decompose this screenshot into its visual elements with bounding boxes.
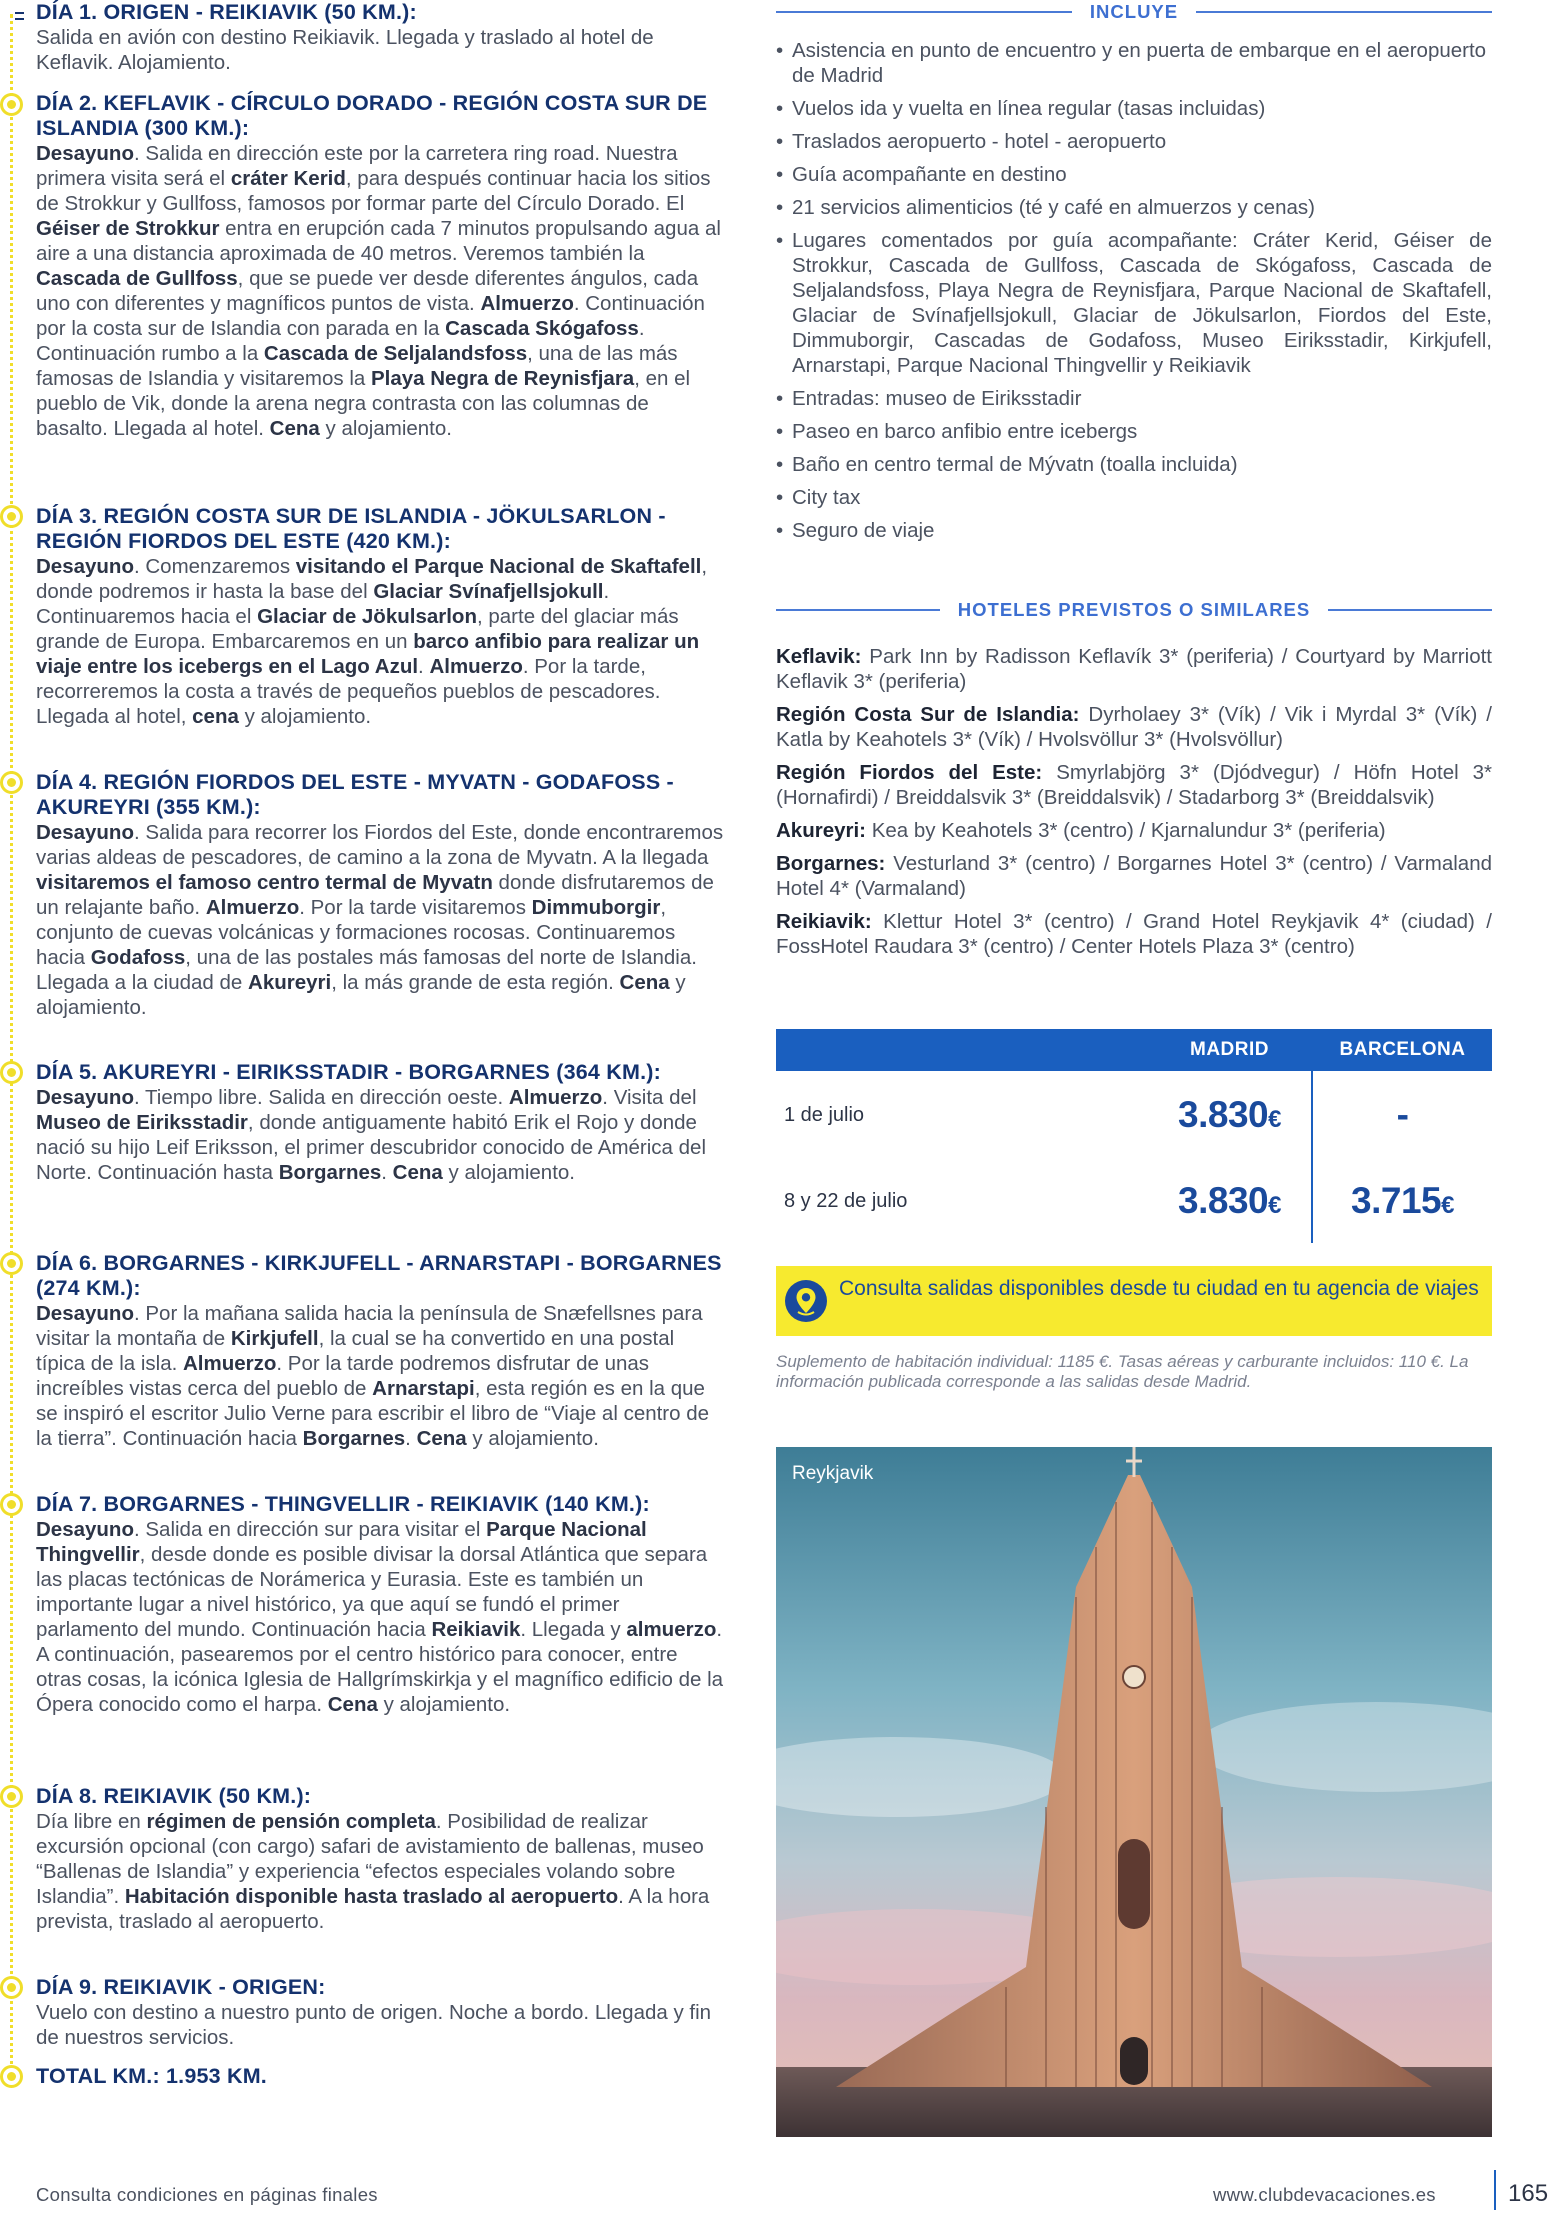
hotel-names: Kea by Keahotels 3* (centro) / Kjarnalundur 3* (periferia) bbox=[871, 819, 1386, 842]
day-description: Desayuno. Por la mañana salida hacia la península de Snæfellsnes para visitar la montaña de Kirkjufell, la cual se ha convertido en una postal típica de la isla. Almuerzo. Por la tarde podremos disfrutar de unas increíbles vistas cerca del pueblo de Arnarstapi, esta región es en la que se inspiró el escritor Julio Verne para escribir el libro de “Viaje al centro de la tierra”. Continuación hacia Borgarnes. Cena y alojamiento. bbox=[36, 1302, 710, 1450]
day-description: Desayuno. Salida para recorrer los Fiordos del Este, donde encontraremos varias aldeas de pescadores, de camino a la zona de Myvatn. A la llegada visitaremos el famoso centro termal de Myvatn donde disfrutaremos de un relajante baño. Almuerzo. Por la tarde visitaremos Dimmuborgir, conjunto de cuevas volcánicas y formaciones rocosas. Continuaremos hacia Godafoss, una de las postales más famosas del norte de Islandia. Llegada a la ciudad de Akureyri, la más grande de esta región. Cena y alojamiento. bbox=[36, 821, 724, 1019]
day-title: DÍA 7. BORGARNES - THINGVELLIR - REIKIAVIK (140 KM.): bbox=[36, 1492, 650, 1516]
day-7 bbox=[36, 1492, 726, 1717]
list-item: • Paseo en barco anfibio entre icebergs bbox=[776, 419, 1492, 444]
divider bbox=[1196, 11, 1492, 13]
hotel-place: Región Costa Sur de Islandia: bbox=[776, 703, 1080, 726]
price-row bbox=[776, 1158, 1492, 1244]
hoteles-header bbox=[776, 598, 1492, 622]
info-column bbox=[776, 0, 1492, 2140]
list-item: • Seguro de viaje bbox=[776, 518, 1492, 543]
supplement-note: Suplemento de habitación individual: 1185 €. Tasas aéreas y carburante incluidos: 110 €. La información publicada corresponde a las salidas desde Madrid. bbox=[776, 1352, 1469, 1391]
hallgrimskirkja-photo bbox=[776, 1447, 1492, 2137]
day-description: Salida en avión con destino Reikiavik. Llegada y traslado al hotel de Keflavik. Alojamiento. bbox=[36, 26, 654, 74]
day-description: Desayuno. Tiempo libre. Salida en dirección oeste. Almuerzo. Visita del Museo de Eiriksstadir, donde antiguamente habitó Erik el Rojo y donde nació su hijo Leif Eriksson, el primer descubridor conocido de América del Norte. Continuación hasta Borgarnes. Cena y alojamiento. bbox=[36, 1086, 707, 1184]
incluye-list bbox=[776, 38, 1492, 551]
list-item: • Traslados aeropuerto - hotel - aeropuerto bbox=[776, 129, 1492, 154]
consulta-banner bbox=[776, 1266, 1492, 1336]
itinerary-column bbox=[0, 0, 730, 2100]
day-3 bbox=[36, 504, 726, 729]
timeline-marker-icon bbox=[0, 1252, 23, 1275]
currency-symbol: € bbox=[1441, 1192, 1454, 1219]
list-item: • Baño en centro termal de Mývatn (toalla incluida) bbox=[776, 452, 1492, 477]
hotel-entry bbox=[776, 818, 1492, 843]
hotel-entry bbox=[776, 851, 1492, 901]
column-header-barcelona: BARCELONA bbox=[1339, 1039, 1466, 1060]
hotel-names: Dyrholaey 3* (Vík) / Vik i Myrdal 3* (Vík) / Katla by Keahotels 3* (Vík) / Hvolsvöllur 3* (Hvolsvöllur) bbox=[776, 703, 1492, 751]
hotel-names: Klettur Hotel 3* (centro) / Grand Hotel Reykjavik 4* (ciudad) / FossHotel Raudara 3* (centro) / Center Hotels Plaza 3* (centro) bbox=[776, 910, 1492, 958]
divider bbox=[776, 11, 1072, 13]
list-item: • Lugares comentados por guía acompañante: Cráter Kerid, Géiser de Strokkur, Cascada de Gullfoss, Cascada de Skógafoss, Cascada de Seljalandsfoss, Playa Negra de Reynisfjara, Parque Nacional de Skaftafell, Glaciar de Svínafjellsjokull, Glaciar de Jökulsarlon, Fiordos del Este, Dimmuborgir, Cascadas de Godafoss, Museo Eiriksstadir, Kirkjufell, Arnarstapi, Parque Nacional Thingvellir y Reikiavik bbox=[776, 228, 1492, 378]
footer-conditions-note: Consulta condiciones en páginas finales bbox=[36, 2184, 378, 2205]
day-title: DÍA 1. ORIGEN - REIKIAVIK (50 KM.): bbox=[36, 0, 417, 24]
currency-symbol: € bbox=[1268, 1192, 1281, 1219]
incluye-title: INCLUYE bbox=[1089, 1, 1179, 22]
day-2 bbox=[36, 91, 726, 441]
day-description: Desayuno. Comenzaremos visitando el Parque Nacional de Skaftafell, donde podremos ir hasta la base del Glaciar Svínafjellsjokull. Continuaremos hacia el Glaciar de Jökulsarlon, parte del glaciar más grande de Europa. Embarcaremos en un barco anfibio para realizar un viaje entre los icebergs en el Lago Azul. Almuerzo. Por la tarde, recorreremos la costa a través de pequeños pueblos de pescadores. Llegada al hotel, cena y alojamiento. bbox=[36, 555, 708, 728]
day-title: DÍA 9. REIKIAVIK - ORIGEN: bbox=[36, 1975, 326, 1999]
hotel-place: Borgarnes: bbox=[776, 852, 886, 875]
day-title: DÍA 4. REGIÓN FIORDOS DEL ESTE - MYVATN - GODAFOSS - AKUREYRI (355 KM.): bbox=[36, 770, 674, 819]
price-barcelona bbox=[1313, 1158, 1492, 1244]
departure-date: 8 y 22 de julio bbox=[784, 1190, 908, 1212]
price-value: 3.830 bbox=[1178, 1094, 1269, 1135]
total-km-label: TOTAL KM.: 1.953 KM. bbox=[36, 2064, 267, 2088]
timeline-marker-icon bbox=[0, 1493, 23, 1516]
currency-symbol: € bbox=[1268, 1106, 1281, 1133]
list-mark-icon bbox=[15, 12, 24, 20]
location-pin-icon bbox=[784, 1279, 828, 1323]
consulta-text: Consulta salidas disponibles desde tu ciudad en tu agencia de viajes bbox=[839, 1277, 1479, 1300]
hotel-entry bbox=[776, 644, 1492, 694]
price-madrid bbox=[1148, 1158, 1311, 1244]
day-description: Desayuno. Salida en dirección este por la carretera ring road. Nuestra primera visita será el cráter Kerid, para después continuar hacia los sitios de Strokkur y Gullfoss, famosos por formar parte del Círculo Dorado. El Géiser de Strokkur entra en erupción cada 7 minutos propulsando agua al aire a una distancia aproximada de 40 metros. Veremos también la Cascada de Gullfoss, que se puede ver desde diferentes ángulos, cada uno con diferentes y magníficos puntos de vista. Almuerzo. Continuación por la costa sur de Islandia con parada en la Cascada Skógafoss. Continuación rumbo a la Cascada de Seljalandsfoss, una de las más famosas de Islandia y visitaremos la Playa Negra de Reynisfjara, en el pueblo de Vik, donde la arena negra contrasta con las columnas de basalto. Llegada al hotel. Cena y alojamiento. bbox=[36, 142, 721, 440]
list-item: • 21 servicios alimenticios (té y café en almuerzos y cenas) bbox=[776, 195, 1492, 220]
day-description: Día libre en régimen de pensión completa. Posibilidad de realizar excursión opcional (con cargo) safari de avistamiento de ballenas, museo “Ballenas de Islandia” y experiencia “efectos especiales volando sobre Islandia”. Habitación disponible hasta traslado al aeropuerto. A la hora prevista, traslado al aeropuerto. bbox=[36, 1810, 710, 1933]
day-4 bbox=[36, 770, 726, 1020]
hotel-names: Vesturland 3* (centro) / Borgarnes Hotel 3* (centro) / Varmaland Hotel 4* (Varmaland) bbox=[776, 852, 1492, 900]
list-item: • Vuelos ida y vuelta en línea regular (tasas incluidas) bbox=[776, 96, 1492, 121]
timeline-marker-icon bbox=[0, 771, 23, 794]
departure-date: 1 de julio bbox=[784, 1104, 865, 1126]
day-title: DÍA 8. REIKIAVIK (50 KM.): bbox=[36, 1784, 312, 1808]
divider bbox=[1328, 609, 1492, 611]
price-barcelona: - bbox=[1396, 1094, 1409, 1135]
incluye-header bbox=[776, 0, 1492, 24]
hotel-place: Keflavik: bbox=[776, 645, 862, 668]
day-8 bbox=[36, 1784, 726, 1934]
price-row bbox=[776, 1072, 1492, 1158]
list-item: • City tax bbox=[776, 485, 1492, 510]
photo-caption: Reykjavik bbox=[792, 1463, 874, 1484]
timeline-marker-icon bbox=[0, 505, 23, 528]
timeline-marker-icon bbox=[0, 1976, 23, 1999]
price-madrid bbox=[1148, 1072, 1311, 1158]
day-description: Vuelo con destino a nuestro punto de origen. Noche a bordo. Llegada y fin de nuestros servicios. bbox=[36, 2001, 712, 2049]
hotel-place: Reikiavik: bbox=[776, 910, 872, 933]
day-1 bbox=[36, 0, 726, 75]
hotel-names: Smyrlabjörg 3* (Djódvegur) / Höfn Hotel 3* (Hornafirdi) / Breiddalsvik 3* (Breiddalsvik) / Stadarborg 3* (Breiddalsvik) bbox=[776, 761, 1493, 809]
day-title: DÍA 2. KEFLAVIK - CÍRCULO DORADO - REGIÓN COSTA SUR DE ISLANDIA (300 KM.): bbox=[36, 91, 708, 140]
price-table bbox=[776, 1029, 1492, 1243]
church-illustration bbox=[776, 1447, 1492, 2137]
hotel-entry bbox=[776, 909, 1492, 959]
price-value: 3.715 bbox=[1351, 1180, 1442, 1221]
day-5 bbox=[36, 1060, 726, 1185]
hotel-entry bbox=[776, 760, 1492, 810]
hotel-place: Akureyri: bbox=[776, 819, 867, 842]
footer-website-link[interactable]: www.clubdevacaciones.es bbox=[1213, 2184, 1436, 2205]
timeline-marker-icon bbox=[0, 93, 23, 116]
divider bbox=[776, 609, 940, 611]
day-title: DÍA 5. AKUREYRI - EIRIKSSTADIR - BORGARNES (364 KM.): bbox=[36, 1060, 661, 1084]
hotel-entry bbox=[776, 702, 1492, 752]
day-9 bbox=[36, 1975, 726, 2050]
timeline-marker-icon bbox=[0, 1785, 23, 1808]
price-value: 3.830 bbox=[1178, 1180, 1269, 1221]
day-6 bbox=[36, 1251, 726, 1451]
hoteles-title: HOTELES PREVISTOS O SIMILARES bbox=[957, 599, 1311, 620]
timeline-marker-icon bbox=[0, 2065, 23, 2088]
list-item: • Guía acompañante en destino bbox=[776, 162, 1492, 187]
day-title: DÍA 6. BORGARNES - KIRKJUFELL - ARNARSTAPI - BORGARNES (274 KM.): bbox=[36, 1251, 722, 1300]
list-item: • Entradas: museo de Eiriksstadir bbox=[776, 386, 1492, 411]
total-km bbox=[36, 2064, 726, 2089]
list-item: • Asistencia en punto de encuentro y en puerta de embarque en el aeropuerto de Madrid bbox=[776, 38, 1492, 88]
timeline-marker-icon bbox=[0, 1061, 23, 1084]
hotel-place: Región Fiordos del Este: bbox=[776, 761, 1043, 784]
day-title: DÍA 3. REGIÓN COSTA SUR DE ISLANDIA - JÖKULSARLON - REGIÓN FIORDOS DEL ESTE (420 KM.): bbox=[36, 504, 666, 553]
column-header-madrid: MADRID bbox=[1190, 1039, 1269, 1060]
timeline-dotted-line bbox=[10, 14, 13, 2084]
price-table-header bbox=[776, 1029, 1492, 1071]
footer-divider bbox=[1494, 2170, 1496, 2210]
day-description: Desayuno. Salida en dirección sur para visitar el Parque Nacional Thingvellir, desde donde es posible divisar la dorsal Atlántica que separa las placas tectónicas de Norámerica y Eurasia. Este es también un importante lugar a nivel histórico, ya que aquí se fundó el primer parlamento del mundo. Continuación hacia Reikiavik. Llegada y almuerzo. A continuación, pasearemos por el centro histórico para conocer, entre otras cosas, la icónica Iglesia de Hallgrímskirkja y el magnífico edificio de la Ópera conocido como el harpa. Cena y alojamiento. bbox=[36, 1518, 724, 1716]
hotels-list bbox=[776, 644, 1492, 967]
page-number: 165 bbox=[1508, 2180, 1549, 2207]
hotel-names: Park Inn by Radisson Keflavík 3* (periferia) / Courtyard by Marriott Keflavik 3* (periferia) bbox=[776, 645, 1492, 693]
